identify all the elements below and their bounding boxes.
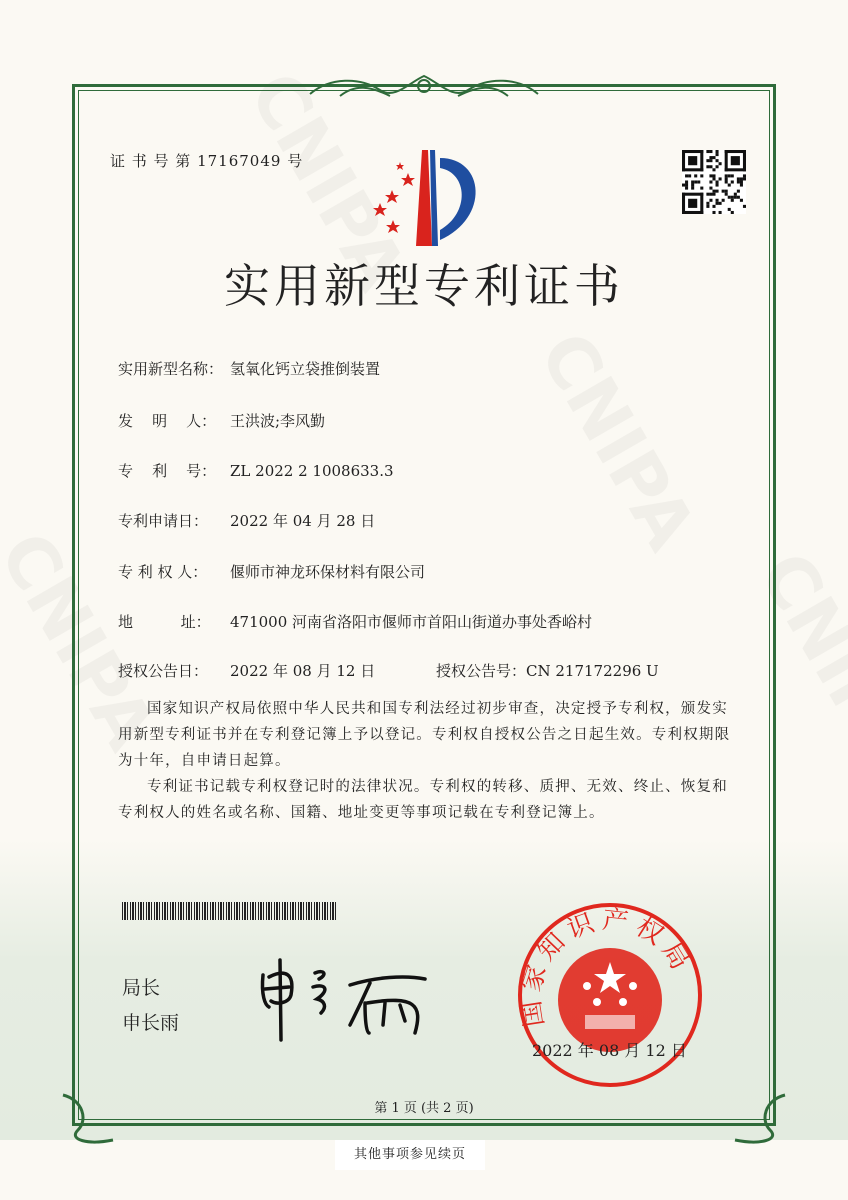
- cnipa-logo: [360, 148, 490, 248]
- seal-date: 2022 年 08 月 12 日: [532, 1041, 687, 1060]
- field-value: 偃师市神龙环保材料有限公司: [230, 563, 426, 581]
- signatory-title: 局长: [122, 977, 161, 999]
- top-ornament: [300, 72, 548, 102]
- field-value: 2022 年 08 月 12 日: [230, 662, 376, 680]
- field-label: 发 明 人：: [118, 412, 217, 430]
- certificate-paragraph: 专利证书记载专利权登记时的法律状况。专利权的转移、质押、无效、终止、恢复和专利权人的姓名或名称、国籍、地址变更等事项记载在专利登记簿上。: [118, 779, 728, 821]
- field-grant-date: [118, 660, 375, 681]
- certificate-paragraph: 国家知识产权局依照中华人民共和国专利法经过初步审查，决定授予专利权，颁发实用新型专利证书并在专利登记簿上予以登记。专利权自授权公告之日起生效。专利权期限为十年，自申请日起算。: [118, 701, 731, 769]
- field-value: CN 217172296 U: [526, 662, 659, 680]
- field-value: 王洪波;李风勤: [230, 412, 326, 430]
- field-patentee: [118, 561, 425, 582]
- field-value: 471000 河南省洛阳市偃师市首阳山街道办事处香峪村: [230, 613, 593, 631]
- page-indicator: 第 1 页 (共 2 页): [374, 1101, 474, 1116]
- handwritten-signature: [255, 955, 445, 1045]
- official-seal: [515, 900, 705, 1090]
- certificate-number: 证 书 号 第 17167049 号: [110, 152, 304, 170]
- signatory-name: 申长雨: [122, 1012, 180, 1034]
- seal-lettering: 国家知识产权局: [515, 904, 698, 1029]
- field-label: 授权公告号：: [436, 662, 527, 680]
- field-label: 地 址：: [118, 613, 211, 631]
- field-grant-number: [436, 660, 659, 681]
- certificate-title: 实用新型专利证书: [224, 259, 624, 313]
- field-utility-model-name: [118, 358, 380, 379]
- field-application-date: [118, 510, 375, 531]
- field-label: 授权公告日：: [118, 662, 209, 680]
- field-label: 专 利 号：: [118, 462, 217, 480]
- field-label: 实用新型名称：: [118, 360, 224, 378]
- qr-code: [682, 150, 746, 214]
- field-value: 2022 年 04 月 28 日: [230, 512, 376, 530]
- field-label: 专 利 权 人：: [118, 563, 208, 581]
- field-value: 氢氧化钙立袋推倒装置: [230, 360, 381, 378]
- continuation-note: 其他事项参见续页: [335, 1140, 485, 1170]
- field-inventors: [118, 410, 325, 431]
- field-label: 专利申请日：: [118, 512, 209, 530]
- field-value: ZL 2022 2 1008633.3: [230, 462, 394, 480]
- field-address: [118, 611, 592, 632]
- field-patent-number: [118, 460, 394, 481]
- barcode: [122, 902, 338, 920]
